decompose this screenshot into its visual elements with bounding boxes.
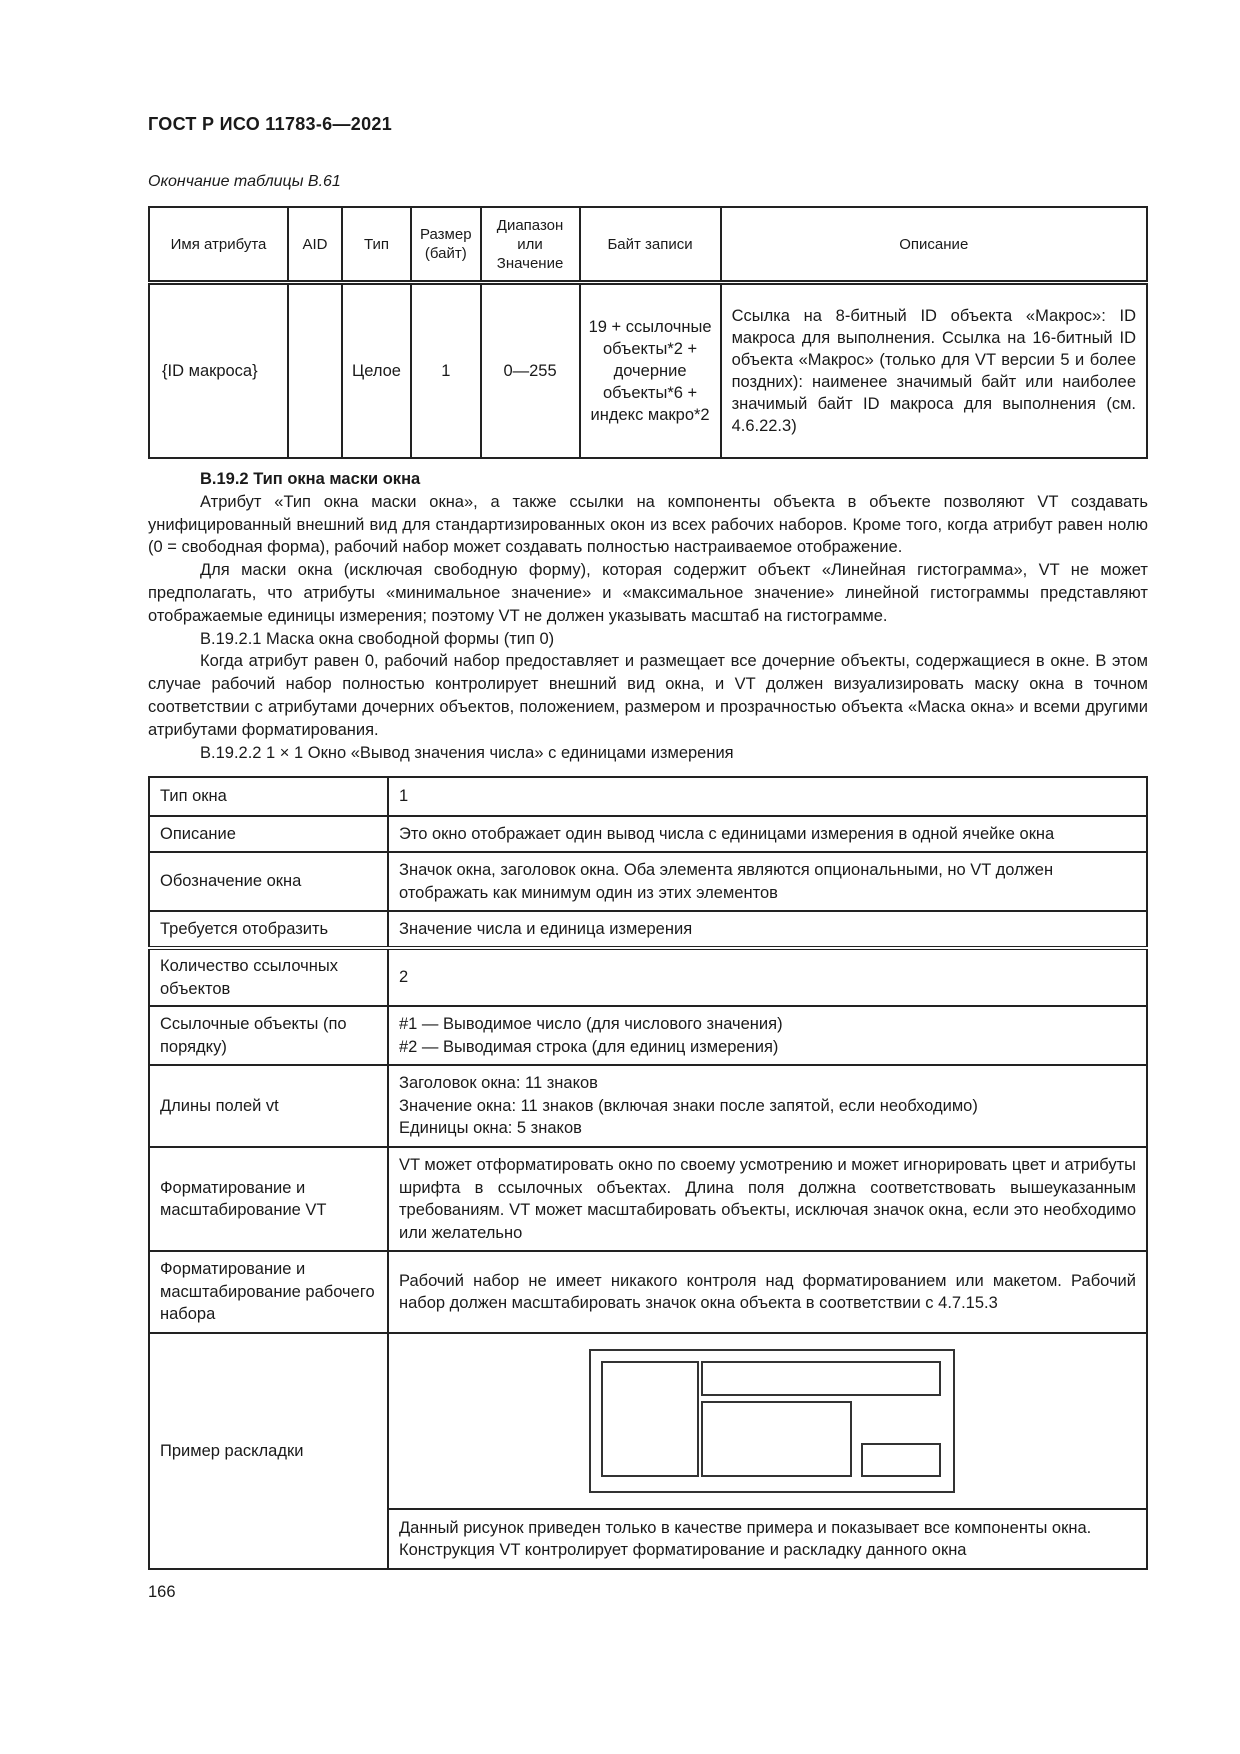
table-row: [149, 816, 1147, 852]
subsection-title: В.19.2.2 1 × 1 Окно «Вывод значения числа» с единицами измерения: [200, 743, 734, 762]
section-heading: В.19.2 Тип окна маски окна: [200, 470, 421, 488]
row-label: Требуется отобразить: [149, 911, 388, 948]
row-label: Количество ссылочных объектов: [149, 948, 388, 1006]
row-label: Тип окна: [149, 777, 388, 816]
cell-range: 0—255: [481, 283, 580, 459]
row-value: 1: [388, 777, 1147, 816]
table-row: [149, 1006, 1147, 1065]
layout-figure-cell: [388, 1333, 1147, 1509]
row-value: [388, 1006, 1147, 1065]
window-layout-diagram: [589, 1349, 955, 1493]
table-caption: Окончание таблицы В.61: [148, 173, 341, 190]
cell-type: Целое: [342, 283, 411, 459]
col-header: Имя атрибута: [149, 207, 288, 283]
table-row: [149, 283, 1147, 459]
col-header: Диапазон или Значение: [481, 207, 580, 283]
row-label: Описание: [149, 816, 388, 852]
row-label: Форматирование и масштабирование VT: [149, 1147, 388, 1251]
value-line: Единицы окна: 5 знаков: [399, 1119, 582, 1138]
row-value: [388, 1065, 1147, 1147]
col-header: Байт записи: [580, 207, 721, 283]
cell-size: 1: [411, 283, 481, 459]
table-row: [149, 948, 1147, 1006]
value-line: Значение окна: 11 знаков (включая знаки после запятой, если необходимо): [399, 1096, 978, 1115]
cell-record-byte: 19 + ссылочные объекты*2 + дочерние объекты*6 + индекс макро*2: [580, 283, 721, 459]
col-header: Размер (байт): [411, 207, 481, 283]
row-value: VT может отформатировать окно по своему усмотрению и может игнорировать цвет и атрибуты шрифта в ссылочных объектах. Длина поля должна соответствовать вышеуказанным требованиям. VT может масштабировать объекты, исключая значок окна, если это необходимо или желательно: [388, 1147, 1147, 1251]
row-value: Рабочий набор не имеет никакого контроля над форматированием или макетом. Рабочий набор должен масштабировать значок окна объекта в соответствии с 4.7.15.3: [388, 1251, 1147, 1333]
paragraph: Когда атрибут равен 0, рабочий набор предоставляет и размещает все дочерние объекты, содержащиеся в окне. В этом случае рабочий набор полностью контролирует внешний вид окна, и VT должен визуализировать маску окна в точном соответствии с атрибутами дочерних объектов, положением, размером и прозрачностью объекта «Маска окна» и всеми другими атрибутами форматирования.: [148, 652, 1148, 739]
cell-attribute-name: {ID макроса}: [149, 283, 288, 459]
cell-aid: [288, 283, 342, 459]
table-row: [149, 1251, 1147, 1333]
col-header: Тип: [342, 207, 411, 283]
row-label: Пример раскладки: [149, 1333, 388, 1569]
table-row: [149, 911, 1147, 948]
table-row: [149, 1147, 1147, 1251]
table-row: [149, 852, 1147, 911]
row-label: Обозначение окна: [149, 852, 388, 911]
row-label: Длины полей vt: [149, 1065, 388, 1147]
col-header: Описание: [721, 207, 1147, 283]
paragraph: Атрибут «Тип окна маски окна», а также ссылки на компоненты объекта в объекте позволяют VT создавать унифицированный внешний вид для стандартизированных окон из всех рабочих наборов. Кроме того, когда атрибут равен нолю (0 = свободная форма), рабочий набор может создавать полностью настраиваемое отображение.: [148, 492, 1148, 557]
window-icon-region: [601, 1361, 699, 1477]
section-body: [148, 468, 1148, 764]
table-row: [149, 1065, 1147, 1147]
document-header: ГОСТ Р ИСО 11783-6—2021: [148, 114, 393, 134]
attribute-table: [148, 206, 1148, 459]
layout-note: Данный рисунок приведен только в качестве примера и показывает все компоненты окна. Конструкция VT контролирует форматирование и раскладку данного окна: [388, 1509, 1147, 1569]
cell-description: Ссылка на 8-битный ID объекта «Макрос»: ID макроса для выполнения. Ссылка на 16-битный ID объекта «Макрос» (только для VT версии 5 и более поздних): наименее значимый байт или наиболее значимый байт ID макроса для выполнения (см. 4.6.22.3): [721, 283, 1147, 459]
window-type-table: [148, 776, 1148, 1570]
paragraph: Для маски окна (исключая свободную форму), которая содержит объект «Линейная гистограмма», VT не может предполагать, что атрибуты «минимальное значение» и «максимальное значение» линейной гистограммы представляют отображаемые единицы измерения; поэтому VT не должен указывать масштаб на гистограмме.: [148, 561, 1148, 625]
value-line: #1 — Выводимое число (для числового значения): [399, 1015, 783, 1033]
row-value: 2: [388, 948, 1147, 1006]
row-label: Форматирование и масштабирование рабочего набора: [149, 1251, 388, 1333]
table-row: [149, 777, 1147, 816]
units-output-region: [861, 1443, 941, 1477]
number-output-region: [701, 1401, 852, 1477]
page-number: 166: [148, 1583, 176, 1601]
window-title-region: [701, 1361, 941, 1396]
col-header: AID: [288, 207, 342, 283]
value-line: #2 — Выводимая строка (для единиц измерения): [399, 1037, 779, 1056]
row-value: Значение числа и единица измерения: [388, 911, 1147, 948]
subsection-title: В.19.2.1 Маска окна свободной формы (тип 0): [200, 629, 555, 648]
value-line: Заголовок окна: 11 знаков: [399, 1074, 598, 1093]
row-value: Это окно отображает один вывод числа с единицами измерения в одной ячейке окна: [388, 816, 1147, 852]
row-label: Ссылочные объекты (по порядку): [149, 1006, 388, 1065]
row-value: Значок окна, заголовок окна. Оба элемента являются опциональными, но VT должен отображать как минимум один из этих элементов: [388, 852, 1147, 911]
table-row: [149, 1333, 1147, 1509]
table-header-row: [149, 207, 1147, 283]
